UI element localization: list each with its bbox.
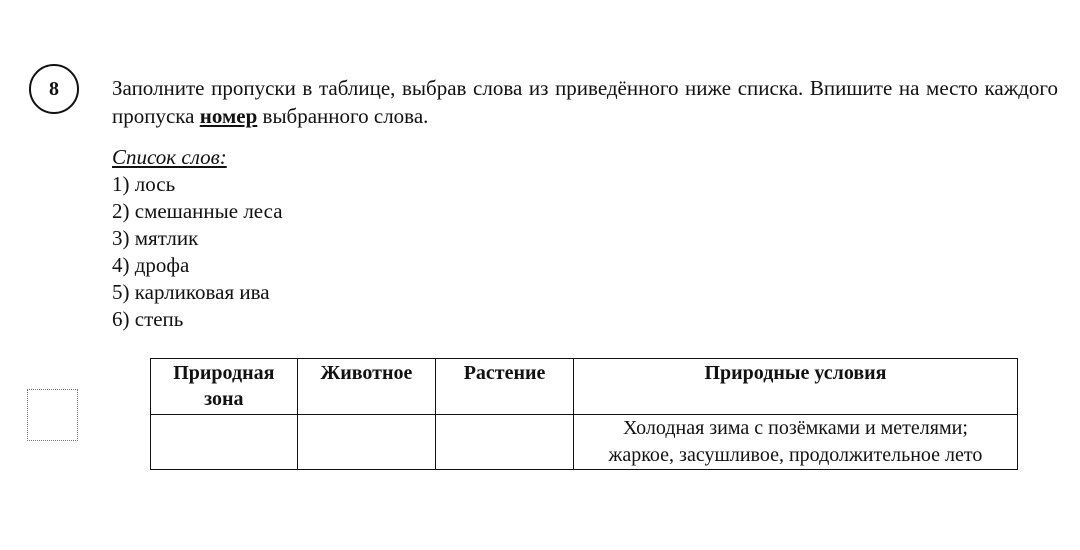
header-plant: Растение xyxy=(436,359,574,415)
list-item: 3) мятлик xyxy=(112,226,199,250)
header-natural-zone: Природная зона xyxy=(151,359,298,415)
word-list xyxy=(112,144,283,333)
task-instructions xyxy=(112,74,1058,130)
word-list-title: Список слов: xyxy=(112,145,227,169)
task-text-part2: выбранного слова. xyxy=(257,104,429,128)
cell-animal-blank[interactable] xyxy=(297,415,436,470)
conditions-line: жаркое, засушливое, продолжительное лето xyxy=(608,444,983,466)
task-number: 8 xyxy=(49,77,59,100)
task-number-badge xyxy=(29,64,79,114)
cell-plant-blank[interactable] xyxy=(436,415,574,470)
list-item: 1) лось xyxy=(112,172,176,196)
header-animal: Животное xyxy=(297,359,436,415)
table-row xyxy=(151,415,1018,470)
list-item: 6) степь xyxy=(112,307,184,331)
task-text-emphasis: номер xyxy=(199,104,258,128)
list-item: 2) смешанные леса xyxy=(112,199,283,223)
list-item: 4) дрофа xyxy=(112,253,190,277)
header-natural-conditions: Природные условия xyxy=(573,359,1017,415)
conditions-line: Холодная зима с позёмками и метелями; xyxy=(623,417,968,439)
cell-zone-blank[interactable] xyxy=(151,415,298,470)
task-text-part1: Заполните пропуски в таблице, выбрав слова из приведённого ниже списка. Впишите на место каждого пропуска xyxy=(112,76,1058,128)
list-item: 5) карликовая ива xyxy=(112,280,270,304)
natural-zones-table xyxy=(150,358,1018,470)
answer-box[interactable] xyxy=(27,389,78,441)
cell-conditions xyxy=(573,415,1017,470)
table-header-row xyxy=(151,359,1018,415)
